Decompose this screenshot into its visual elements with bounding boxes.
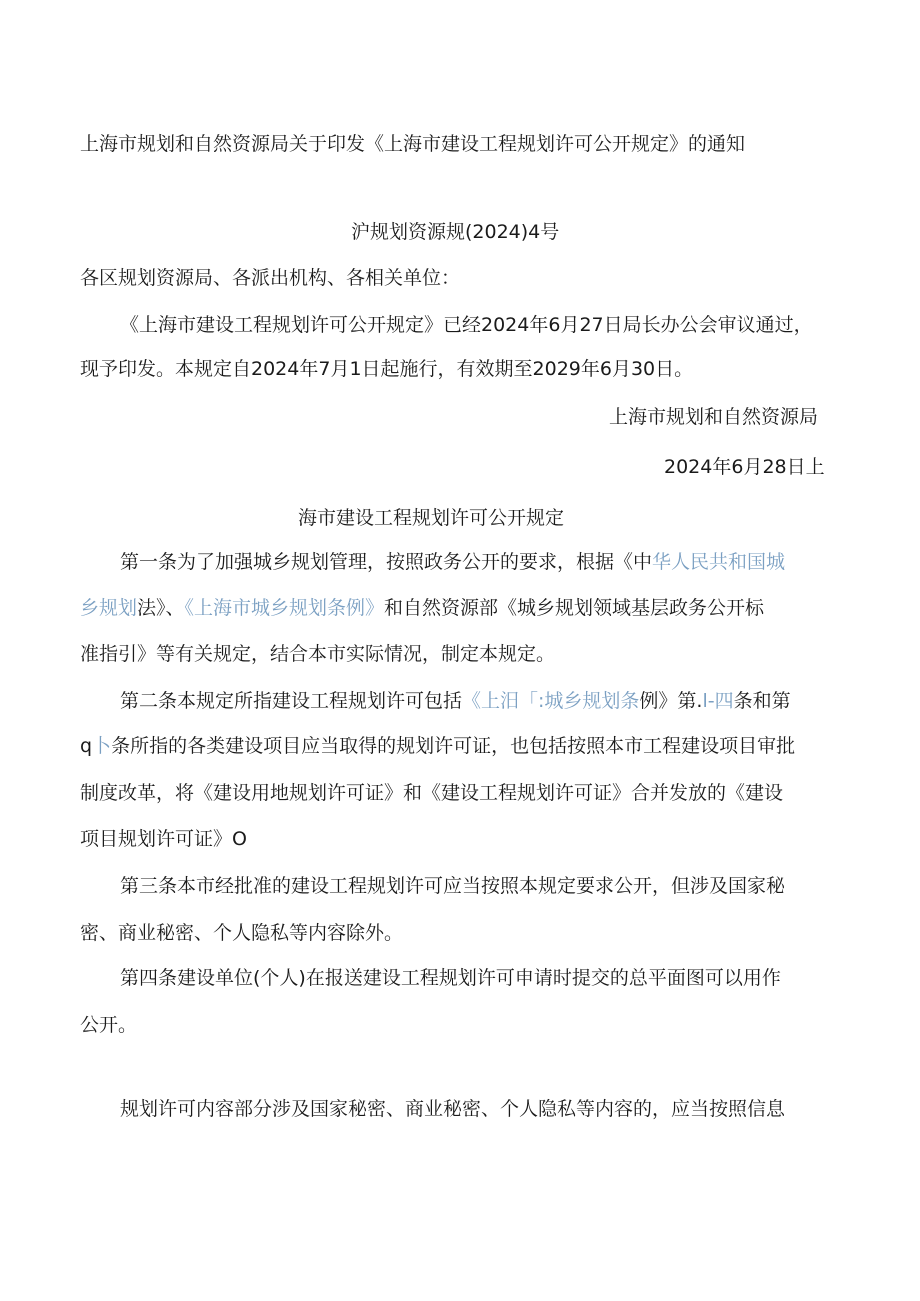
- article-3-line-2: 密、商业秘密、个人隐私等内容除外。: [80, 922, 404, 944]
- issue-date: 2024年6月28日上: [664, 456, 825, 478]
- law-link[interactable]: 华人民共和国城: [652, 551, 786, 573]
- signature-org: 上海市规划和自然资源局: [609, 406, 819, 428]
- addressee: 各区规划资源局、各派出机构、各相关单位：: [80, 267, 461, 289]
- intro-line-1: 《上海市建设工程规划许可公开规定》已经2024年6月27日局长办公会审议通过，: [120, 314, 813, 336]
- article-ref-link-2[interactable]: 卜: [92, 735, 112, 757]
- intro-line-2: 现予印发。本规定自2024年7月1日起施行，有效期至2029年6月30日。: [80, 358, 694, 380]
- article-ref-link[interactable]: l-四: [702, 690, 734, 712]
- document-title: 上海市规划和自然资源局关于印发《上海市建设工程规划许可公开规定》的通知: [80, 133, 746, 155]
- article-2-line-4: 项目规划许可证》O: [80, 828, 247, 850]
- article-3-line-1: 第三条本市经批准的建设工程规划许可应当按照本规定要求公开，但涉及国家秘: [120, 875, 786, 897]
- article-1-line-2: 乡规划法》、《上海市城乡规划条例》和自然资源部《城乡规划领域基层政务公开标: [80, 597, 765, 619]
- paragraph-5-line-1: 规划许可内容部分涉及国家秘密、商业秘密、个人隐私等内容的，应当按照信息: [120, 1098, 786, 1120]
- article-4-line-2: 公开。: [80, 1014, 138, 1036]
- regulation-link-2[interactable]: 《上汨「:城乡规划条: [462, 690, 640, 712]
- article-1-line-1: 第一条为了加强城乡规划管理，按照政务公开的要求，根据《中华人民共和国城: [120, 551, 786, 573]
- article-2-line-3: 制度改革，将《建设用地规划许可证》和《建设工程规划许可证》合并发放的《建设: [80, 782, 784, 804]
- regulation-link[interactable]: 《上海市城乡规划条例》: [184, 597, 385, 619]
- article-4-line-1: 第四条建设单位(个人)在报送建设工程规划许可申请时提交的总平面图可以用作: [120, 967, 781, 989]
- article-2-line-1: 第二条本规定所指建设工程规划许可包括《上汨「:城乡规划条例》第.l-四条和第: [120, 690, 791, 712]
- rules-title: 海市建设工程规划许可公开规定: [298, 507, 565, 529]
- article-2-line-2: q卜条所指的各类建设项目应当取得的规划许可证，也包括按照本市工程建设项目审批: [80, 735, 796, 757]
- article-1-line-3: 准指引》等有关规定，结合本市实际情况，制定本规定。: [80, 643, 556, 665]
- document-number: 沪规划资源规(2024)4号: [351, 221, 560, 243]
- law-link-continued[interactable]: 乡规划: [80, 597, 138, 619]
